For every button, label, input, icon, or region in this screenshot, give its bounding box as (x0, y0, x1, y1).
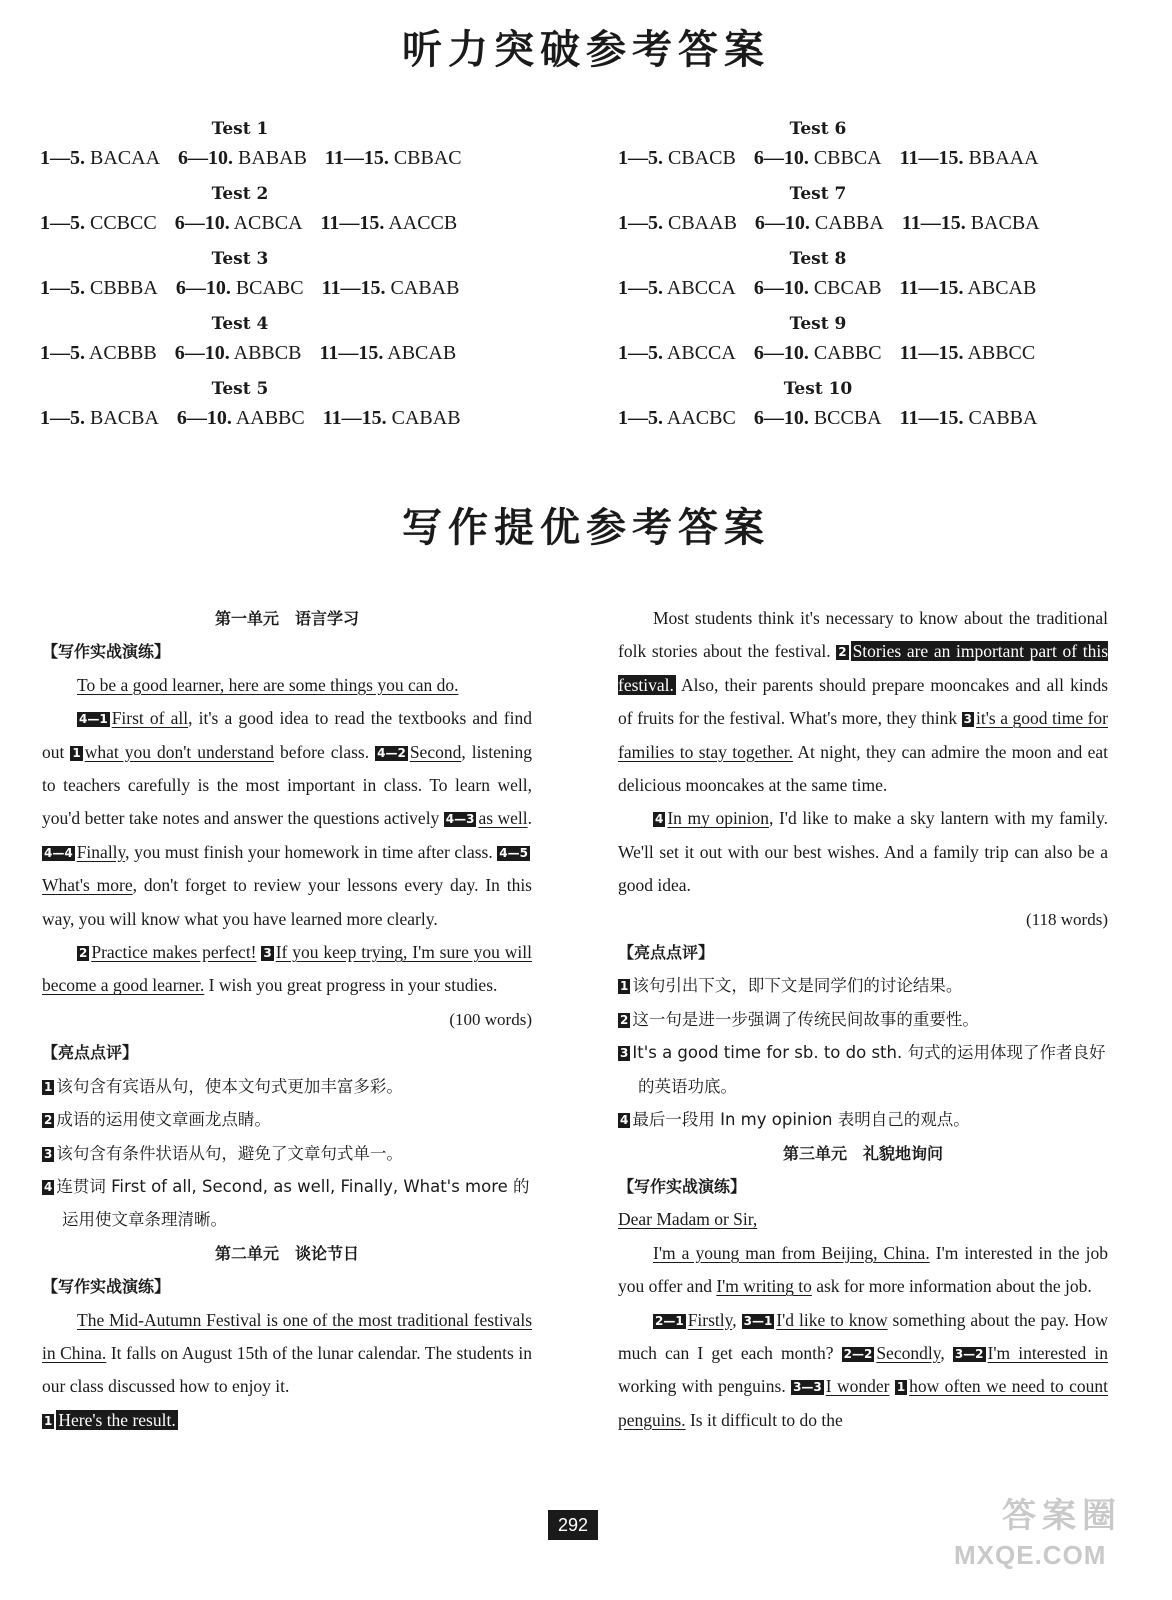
unit1-essay-opening (42, 669, 532, 702)
test-name: Test 8 (789, 249, 847, 269)
answer-letters: AACCB (388, 212, 458, 234)
marker-tag: 4 (620, 1113, 629, 1128)
answer-line (618, 272, 1118, 304)
unit2-comment-4 (618, 1103, 1108, 1136)
answer-letters: AACBC (666, 407, 736, 429)
underlined-phrase: Practice makes perfect! (91, 942, 257, 963)
answer-line (40, 402, 540, 434)
answer-group (325, 147, 462, 169)
question-range: 1—5. (40, 342, 85, 364)
answer-letters: BACAA (90, 147, 161, 169)
marker-tag: 3—2 (954, 1346, 984, 1361)
answer-group (900, 407, 1038, 429)
watermark-logo-text: 答案圈 (1002, 1496, 1122, 1536)
marker-tag: 1 (620, 979, 629, 994)
answer-line (618, 402, 1118, 434)
answer-group (618, 342, 736, 364)
answer-letters: ABCAB (967, 277, 1037, 299)
unit3-letter-paragraph-1 (618, 1237, 1108, 1304)
essay-text: , (940, 1342, 953, 1363)
unit1-comment-2 (42, 1103, 532, 1136)
question-range: 6—10. (753, 277, 809, 299)
answer-letters: ACBCA (233, 212, 303, 234)
question-range: 1—5. (40, 147, 85, 169)
question-range: 11—15. (899, 277, 964, 299)
answer-group (618, 407, 736, 429)
answer-letters: BBAAA (968, 147, 1039, 169)
test-name: Test 4 (211, 314, 269, 334)
underlined-phrase: Dear Madam or Sir, (618, 1209, 758, 1230)
writing-answers-title: 写作提优参考答案 (402, 505, 770, 551)
answer-group (900, 277, 1037, 299)
marker-tag: 3 (44, 1146, 53, 1161)
answer-letters: ABBCB (233, 342, 302, 364)
writing-column-right (618, 602, 1108, 1437)
comment-text: 该句含有宾语从句，使本文句式更加丰富多彩。 (56, 1076, 403, 1096)
unit2-title: 第二单元 谈论节日 (214, 1243, 359, 1263)
comment-text: 连贯词 First of all, Second, as well, Finally, What's more 的运用使文章条理清晰。 (56, 1176, 530, 1230)
answer-group (900, 147, 1039, 169)
test-name: Test 10 (783, 379, 853, 399)
test-name: Test 6 (789, 119, 847, 139)
page-number: 292 (548, 1510, 598, 1540)
question-range: 6—10. (753, 407, 809, 429)
answer-group (754, 342, 882, 364)
answer-line (40, 337, 540, 369)
marker-tag: 2 (838, 645, 847, 660)
question-range: 1—5. (40, 212, 85, 234)
unit3-title: 第三单元 礼貌地询问 (782, 1143, 943, 1163)
test-answer-block (40, 181, 540, 246)
question-range: 6—10. (174, 342, 230, 364)
comment-text: It's a good time for sb. to do sth. 句式的运用体现了作者良好的英语功底。 (632, 1043, 1106, 1096)
question-range: 11—15. (324, 147, 389, 169)
essay-text: . (527, 808, 532, 829)
answer-line (618, 142, 1118, 174)
marker-tag: 2—1 (655, 1313, 684, 1328)
essay-text: something about the pay. How much can I get each month? (618, 1309, 1108, 1363)
essay-text: I'm interested in the job you offer and (618, 1242, 1108, 1297)
marker-tag: 1 (44, 1079, 53, 1094)
question-range: 11—15. (899, 147, 964, 169)
answer-group (40, 342, 157, 364)
essay-text: Also, their parents should prepare mooncakes and all kinds of fruits for the festival. What's more, they think (618, 674, 1108, 729)
test-name: Test 3 (211, 249, 269, 269)
answer-letters: CBBAC (393, 147, 462, 169)
marker-tag: 2 (620, 1012, 629, 1027)
answer-group (40, 407, 159, 429)
essay-text: ask for more information about the job. (811, 1276, 1092, 1297)
listening-answers-title: 听力突破参考答案 (402, 27, 770, 73)
answer-group (175, 212, 303, 234)
underlined-sentence: To be a good learner, here are some things you can do. (77, 674, 459, 695)
answer-group (319, 342, 456, 364)
test-answer-block (618, 116, 1118, 181)
question-range: 6—10. (753, 147, 809, 169)
test-name: Test 5 (211, 379, 269, 399)
question-range: 6—10. (175, 277, 231, 299)
unit2-comment-2 (618, 1003, 1108, 1036)
unit1-comment-3 (42, 1137, 532, 1170)
answer-group (177, 407, 305, 429)
comment-text: 这一句是进一步强调了传统民间故事的重要性。 (632, 1009, 979, 1029)
comment-text: 该句含有条件状语从句，避免了文章句式单一。 (56, 1143, 403, 1163)
answer-group (754, 277, 882, 299)
question-range: 11—15. (901, 212, 966, 234)
essay-text: before class. (274, 741, 376, 762)
essay-text: working with penguins. (618, 1376, 792, 1397)
underlined-phrase: it's a good time for families to stay together. (618, 708, 1108, 762)
marker-tag: 3—3 (793, 1380, 822, 1395)
answer-letters: CBBCA (813, 147, 882, 169)
answer-line (618, 207, 1118, 239)
test-answer-block (618, 376, 1118, 441)
marker-tag: 3 (263, 946, 272, 961)
answer-letters: CBCAB (813, 277, 882, 299)
question-range: 1—5. (618, 277, 663, 299)
question-range: 6—10. (754, 212, 810, 234)
writing-column-left (42, 602, 532, 1437)
answer-letters: CABBA (968, 407, 1038, 429)
essay-text: , (732, 1309, 742, 1330)
answer-letters: CBBBA (90, 277, 158, 299)
question-range: 1—5. (40, 407, 85, 429)
unit2-essay-result (42, 1404, 532, 1437)
question-range: 6—10. (174, 212, 230, 234)
question-range: 11—15. (321, 277, 386, 299)
unit2-comment-1 (618, 969, 1108, 1002)
underlined-phrase: I'd like to know (776, 1309, 888, 1330)
answer-group (321, 212, 458, 234)
watermark-logo (948, 1486, 1138, 1582)
marker-tag: 3 (963, 712, 973, 727)
answer-line (40, 272, 540, 304)
answer-group (902, 212, 1040, 234)
underlined-phrase: If you keep trying, I'm sure you will become a good learner. (42, 942, 533, 996)
essay-text: , don't forget to review your lessons every day. In this way, you will know what you have learned more clearly. (42, 875, 532, 929)
answer-group (323, 407, 461, 429)
answer-letters: CBAAB (668, 212, 737, 234)
test-name: Test 9 (789, 314, 847, 334)
essay-text: Is it difficult to do the (685, 1409, 843, 1430)
answer-letters: CCBCC (90, 212, 157, 234)
essay-text: At night, they can admire the moon and eat delicious mooncakes at the same time. (618, 741, 1109, 796)
answer-group (175, 342, 302, 364)
marker-tag: 2 (44, 1113, 53, 1128)
question-range: 1—5. (618, 212, 663, 234)
answer-letters: CABAB (391, 407, 461, 429)
answer-group (618, 147, 736, 169)
underlined-phrase: as well (478, 808, 528, 829)
test-answer-block (40, 116, 540, 181)
question-range: 1—5. (618, 147, 663, 169)
underlined-phrase: First of all (111, 708, 189, 729)
unit3-practice-label: 【写作实战演练】 (618, 1176, 747, 1196)
underlined-phrase: Second (409, 741, 462, 762)
answer-group (754, 147, 882, 169)
unit1-essay-paragraph-1 (42, 702, 532, 936)
underlined-phrase: how often we need to count penguins. (618, 1376, 1108, 1430)
comment-text: 最后一段用 In my opinion 表明自己的观点。 (632, 1110, 970, 1130)
unit1-title: 第一单元 语言学习 (214, 609, 359, 628)
answer-group (322, 277, 460, 299)
answer-line (40, 207, 540, 239)
unit3-letter-paragraph-2 (618, 1304, 1108, 1438)
unit2-highlights-label: 【亮点点评】 (618, 943, 715, 963)
answer-letters: BCCBA (813, 407, 882, 429)
question-range: 6—10. (753, 342, 809, 364)
essay-text: I wish you great progress in your studies. (204, 975, 498, 996)
underlined-phrase: Firstly (687, 1309, 733, 1330)
unit3-greeting (618, 1203, 1108, 1236)
essay-text: , I'd like to make a sky lantern with my family. We'll set it out with our best wishes. And a family trip can also be a good idea. (618, 808, 1108, 896)
underlined-phrase: Finally (76, 841, 126, 862)
marker-tag: 3—1 (743, 1313, 773, 1328)
question-range: 6—10. (176, 407, 232, 429)
marker-tag: 4—5 (499, 845, 528, 860)
underlined-sentence: The Mid-Autumn Festival is one of the most traditional festivals in China. (42, 1309, 532, 1363)
unit1-comment-1 (42, 1070, 532, 1103)
essay-text: , it's a good idea to read the textbooks and find out (42, 708, 532, 762)
answers-column-right (618, 116, 1118, 441)
answer-line (618, 337, 1118, 369)
essay-text: , you must finish your homework in time after class. (125, 841, 498, 862)
answer-letters: BACBA (970, 212, 1040, 234)
test-answer-block (618, 181, 1118, 246)
answer-letters: BCABC (235, 277, 304, 299)
test-answer-block (40, 376, 540, 441)
marker-tag: 4—3 (445, 812, 475, 827)
answer-letters: ABBCC (967, 342, 1036, 364)
question-range: 1—5. (40, 277, 85, 299)
test-answer-block (618, 311, 1118, 376)
answer-group (618, 212, 737, 234)
answer-group (178, 147, 307, 169)
test-name: Test 1 (211, 119, 269, 139)
question-range: 6—10. (178, 147, 234, 169)
test-name: Test 2 (211, 184, 269, 204)
answer-letters: BABAB (238, 147, 307, 169)
answer-letters: ABCCA (666, 277, 736, 299)
unit2-essay-paragraph-1 (42, 1304, 532, 1404)
answer-letters: CABBC (813, 342, 882, 364)
unit2-word-count: (118 words) (1026, 909, 1108, 929)
marker-tag: 1 (896, 1380, 906, 1395)
marker-tag: 4—2 (377, 745, 406, 760)
question-range: 11—15. (322, 407, 387, 429)
question-range: 11—15. (320, 212, 385, 234)
unit1-comment-4 (42, 1170, 532, 1237)
essay-text: It falls on August 15th of the lunar calendar. The students in our class discussed how to enjoy it. (42, 1342, 532, 1397)
answer-group (40, 212, 157, 234)
marker-tag: 4 (44, 1179, 53, 1194)
answer-group (754, 407, 882, 429)
marker-tag: 4 (655, 812, 664, 827)
unit1-essay-paragraph-2 (42, 936, 532, 1003)
marker-tag: 1 (44, 1413, 53, 1428)
comment-text: 成语的运用使文章画龙点睛。 (56, 1110, 271, 1130)
marker-tag: 1 (72, 745, 81, 760)
answer-letters: CABAB (390, 277, 460, 299)
unit1-word-count: (100 words) (449, 1009, 532, 1029)
answer-group (618, 277, 736, 299)
highlighted-sentence: Here's the result. (58, 1409, 176, 1430)
answers-column-left (40, 116, 540, 441)
answer-group (755, 212, 884, 234)
comment-text: 该句引出下文，即下文是同学们的讨论结果。 (632, 976, 963, 996)
marker-tag: 4—4 (44, 845, 73, 860)
answer-letters: ACBBB (88, 342, 157, 364)
essay-text: , listening to teachers carefully is the most important in class. To learn well, you'd better take notes and answer the questions actively (42, 741, 532, 829)
marker-tag: 2—2 (843, 1346, 873, 1361)
test-name: Test 7 (789, 184, 847, 204)
unit1-highlights-label: 【亮点点评】 (42, 1043, 139, 1063)
question-range: 11—15. (899, 407, 964, 429)
underlined-phrase: what you don't understand (84, 741, 275, 762)
underlined-phrase: I'm interested in (987, 1342, 1108, 1363)
answer-letters: CABBA (814, 212, 884, 234)
unit2-practice-label: 【写作实战演练】 (42, 1277, 171, 1297)
answer-group (900, 342, 1036, 364)
marker-tag: 2 (79, 946, 88, 961)
unit2-essay-paragraph-3 (618, 802, 1108, 902)
answer-letters: ABCAB (387, 342, 457, 364)
question-range: 11—15. (899, 342, 964, 364)
answer-group (40, 277, 158, 299)
underlined-phrase: In my opinion (667, 808, 769, 829)
answer-letters: BACBA (90, 407, 159, 429)
test-answer-block (40, 311, 540, 376)
marker-tag: 3 (620, 1046, 629, 1061)
marker-tag: 4—1 (79, 712, 108, 727)
answer-group (176, 277, 304, 299)
highlighted-sentence: Stories are an important part of this festival. (618, 641, 1109, 695)
answer-letters: AABBC (235, 407, 305, 429)
question-range: 11—15. (319, 342, 384, 364)
underlined-phrase: Secondly (876, 1342, 941, 1363)
answer-group (40, 147, 160, 169)
test-answer-block (618, 246, 1118, 311)
underlined-sentence: I'm a young man from Beijing, China. (653, 1242, 930, 1263)
question-range: 1—5. (618, 407, 663, 429)
answer-line (40, 142, 540, 174)
question-range: 1—5. (618, 342, 663, 364)
underlined-phrase: What's more (42, 875, 133, 896)
test-answer-block (40, 246, 540, 311)
essay-text: Most students think it's necessary to know about the traditional folk stories about the festival. (618, 608, 1108, 662)
underlined-phrase: I'm writing to (716, 1276, 812, 1297)
watermark-site-text: MXQE.COM (954, 1540, 1107, 1570)
underlined-phrase: I wonder (825, 1376, 890, 1397)
unit1-practice-label: 【写作实战演练】 (42, 642, 171, 662)
unit2-comment-3 (618, 1036, 1108, 1103)
answer-letters: ABCCA (666, 342, 736, 364)
unit2-essay-paragraph-2 (618, 602, 1108, 802)
answer-letters: CBACB (668, 147, 736, 169)
